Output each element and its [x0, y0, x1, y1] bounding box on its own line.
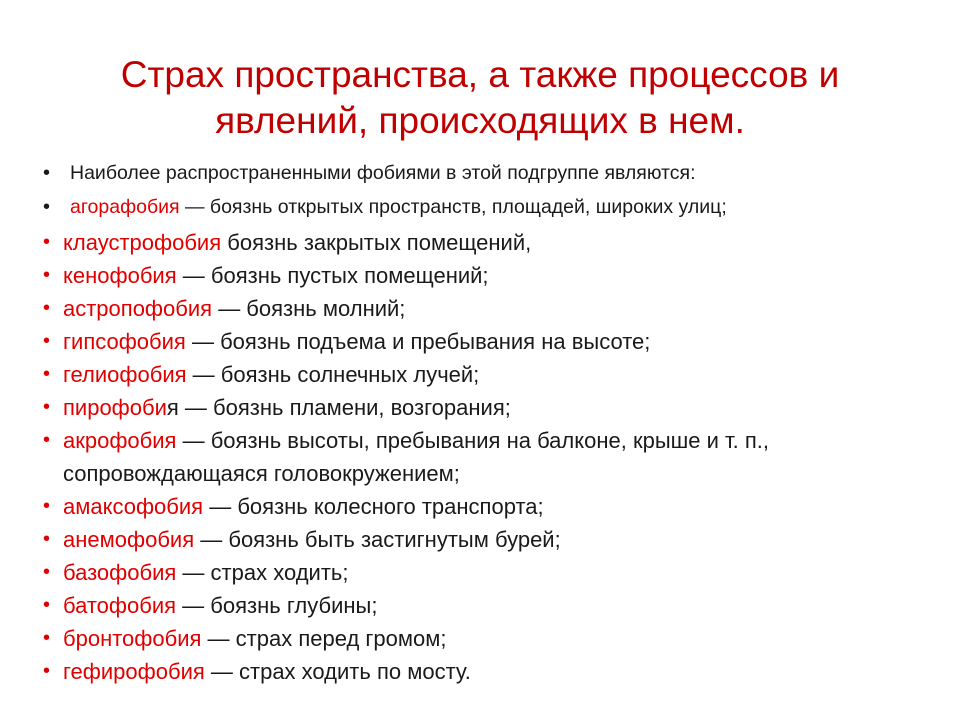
list-item	[0, 358, 903, 391]
phobia-description: — боязнь колесного транспорта;	[203, 494, 544, 519]
item-text	[63, 162, 696, 184]
phobia-term: батофобия	[63, 593, 177, 618]
list-item	[0, 292, 903, 325]
phobia-description: Наиболее распространенными фобиями в этой подгруппе являются:	[70, 162, 696, 184]
list-item	[0, 622, 903, 655]
list-item	[0, 226, 903, 259]
bullet-icon: •	[43, 196, 51, 218]
bullet-icon: •	[43, 162, 51, 184]
bullet-icon: •	[43, 264, 51, 286]
item-text	[63, 494, 544, 519]
list-item	[0, 391, 903, 424]
item-text	[63, 626, 447, 651]
list-item	[0, 424, 903, 490]
item-text	[63, 428, 769, 486]
bullet-icon: •	[43, 429, 51, 451]
bullet-icon: •	[43, 396, 51, 418]
phobia-term: гефирофобия	[63, 659, 205, 684]
bullet-icon: •	[43, 660, 51, 682]
title-line-2: явлений, происходящих в нем.	[215, 100, 745, 141]
title-line-1: Страх пространства, а также процессов и	[120, 54, 840, 95]
list-item	[0, 490, 903, 523]
list-item	[0, 589, 903, 622]
item-text	[63, 329, 650, 354]
item-text	[63, 560, 348, 585]
phobia-description: боязнь закрытых помещений,	[221, 230, 532, 255]
phobia-term: гипсофобия	[63, 329, 186, 354]
bullet-icon: •	[43, 528, 51, 550]
phobia-term: амаксофобия	[63, 494, 204, 519]
bullet-icon: •	[43, 297, 51, 319]
bullet-icon: •	[43, 231, 51, 253]
item-text	[63, 362, 479, 387]
phobia-term: клаустрофобия	[63, 230, 222, 255]
item-text	[63, 527, 561, 552]
phobia-term: астропофобия	[63, 296, 213, 321]
phobia-term: агорафобия	[70, 196, 180, 218]
list-item	[0, 655, 903, 688]
phobia-list	[0, 158, 960, 688]
item-text	[63, 230, 531, 255]
phobia-description: — страх ходить по мосту.	[204, 659, 471, 684]
phobia-description: — боязнь молний;	[212, 296, 406, 321]
bullet-icon: •	[43, 363, 51, 385]
phobia-description: — боязнь глубины;	[176, 593, 378, 618]
item-text	[63, 659, 471, 684]
item-text	[63, 593, 377, 618]
phobia-description: я — боязнь пламени, возгорания;	[166, 395, 511, 420]
bullet-icon: •	[43, 627, 51, 649]
phobia-description: — боязнь подъема и пребывания на высоте;	[185, 329, 651, 354]
phobia-description: — страх перед громом;	[201, 626, 447, 651]
item-text	[63, 196, 727, 218]
item-text	[63, 263, 489, 288]
list-item	[0, 523, 903, 556]
slide-title	[60, 52, 900, 144]
list-item	[0, 192, 903, 226]
phobia-term: кенофобия	[63, 263, 177, 288]
bullet-icon: •	[43, 495, 51, 517]
list-item	[0, 158, 903, 192]
phobia-description: — боязнь быть застигнутым бурей;	[194, 527, 561, 552]
phobia-description: — боязнь солнечных лучей;	[186, 362, 480, 387]
phobia-description: — боязнь пустых помещений;	[176, 263, 489, 288]
phobia-term: базофобия	[63, 560, 177, 585]
bullet-icon: •	[43, 561, 51, 583]
phobia-term: гелиофобия	[63, 362, 187, 387]
list-item	[0, 325, 903, 358]
bullet-icon: •	[43, 594, 51, 616]
phobia-description: — боязнь открытых пространств, площадей, широких улиц;	[179, 196, 727, 218]
bullet-icon: •	[43, 330, 51, 352]
phobia-term: пирофоби	[63, 395, 167, 420]
phobia-term: акрофобия	[63, 428, 177, 453]
phobia-description: — боязнь высоты, пребывания на балконе, крыше и т. п., сопровождающаяся головокружением;	[63, 428, 770, 486]
phobia-term: анемофобия	[63, 527, 195, 552]
phobia-description: — страх ходить;	[176, 560, 349, 585]
item-text	[63, 296, 405, 321]
phobia-term: бронтофобия	[63, 626, 202, 651]
list-item	[0, 556, 903, 589]
item-text	[63, 395, 511, 420]
list-item	[0, 259, 903, 292]
